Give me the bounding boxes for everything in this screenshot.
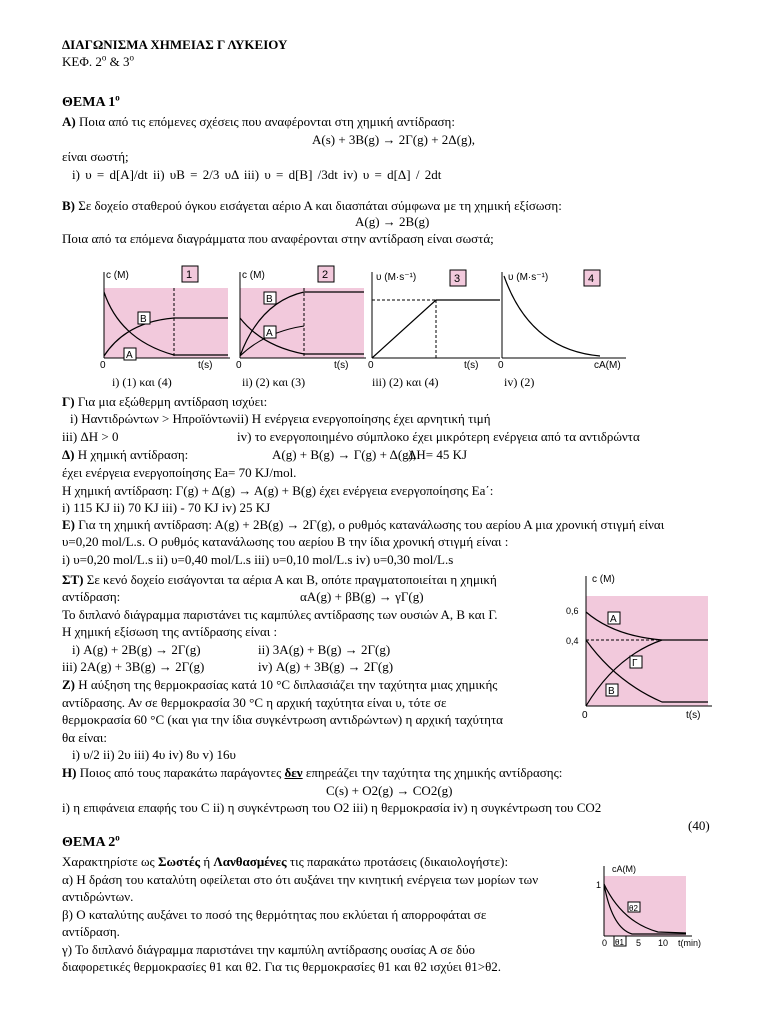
thema2-c-line2: διαφορετικές θερμοκρασίες θ1 και θ2. Για τις θερμοκρασίες θ1 και θ2 ισχύει θ1>θ2.	[62, 959, 502, 974]
question-b: Β) Σε δοχείο σταθερού όγκου εισάγεται αέριο Α και διασπάται σύμφωνα με τη χημική εξίσωση:	[62, 198, 562, 213]
choice-iv: iv) (2)	[504, 375, 535, 389]
question-a: Α) Ποια από τις επόμενες σχέσεις που αναφέρονται στη χημική αντίδραση:	[62, 114, 455, 129]
question-st-text3: Το διπλανό διάγραμμα παριστάνει τις καμπύλες αντίδρασης των ουσιών Α, Β και Γ.	[62, 607, 498, 622]
st-graph-label-a: A	[610, 614, 617, 625]
question-st-option-3: iii) 2Α(g) + 3B(g) → 2Γ(g)	[62, 659, 205, 674]
question-z-options: i) υ/2 ii) 2υ iii) 4υ iv) 8υ v) 16υ	[72, 747, 236, 762]
thema2-b-line1: β) Ο καταλύτης αυξάνει το ποσό της θερμότητας που εκλύεται ή απορροφάται σε	[62, 907, 487, 922]
question-st-option-1: i) Α(g) + 2B(g) → 2Γ(g)	[72, 642, 201, 657]
thema2-temperature-graph	[592, 862, 710, 948]
graph-3-ylabel: υ (M·s⁻¹)	[376, 272, 417, 283]
st-graph-origin: 0	[582, 710, 588, 721]
question-b-equation: Α(g) → 2B(g)	[355, 214, 430, 229]
st-graph-tick-06: 0,6	[566, 606, 579, 616]
question-z-line4: θα είναι:	[62, 730, 108, 745]
graph-1-label-b: B	[140, 314, 147, 325]
choice-i: i) (1) και (4)	[112, 375, 172, 389]
question-h-options: i) η επιφάνεια επαφής του C ii) η συγκέντρωση του O2 iii) η θερμοκρασία iv) η συγκέντρωση του CO2	[62, 800, 602, 815]
question-st: ΣΤ) Σε κενό δοχείο εισάγονται τα αέρια Α και Β, οπότε πραγματοποιείται η χημική	[62, 572, 497, 587]
t2-graph-xlabel: t(min)	[678, 938, 701, 948]
question-e-options: i) υ=0,20 mol/L.s ii) υ=0,40 mol/L.s iii) υ=0,10 mol/L.s iv) υ=0,30 mol/L.s	[62, 552, 454, 567]
graph-2-origin: 0	[236, 360, 242, 371]
question-st-option-4: iv) Α(g) + 3B(g) → 2Γ(g)	[258, 659, 394, 674]
question-d-text2: έχει ενέργεια ενεργοποίησης Εa= 70 KJ/mol.	[62, 465, 297, 480]
t2-graph-tick-1: 1	[596, 880, 602, 890]
question-b-text2: Ποια από τα επόμενα διαγράμματα που αναφέρονται στην αντίδραση είναι σωστά;	[62, 231, 494, 246]
t2-graph-theta2: θ2	[629, 904, 638, 913]
thema2-b-line2: αντίδραση.	[62, 924, 120, 939]
question-e-text2: υ=0,20 mol/L.s. Ο ρυθμός κατανάλωσης του αερίου Β την ίδια χρονική στιγμή είναι :	[62, 534, 509, 549]
graph-1	[100, 266, 230, 371]
graph-4	[498, 270, 626, 371]
question-st-text4: Η χημική εξίσωση της αντίδρασης είναι :	[62, 624, 278, 639]
graph-4-xlabel: cA(M)	[594, 360, 621, 371]
graph-3-origin: 0	[368, 360, 374, 371]
t2-graph-ylabel: cA(M)	[612, 864, 636, 874]
graph-4-ylabel: υ (M·s⁻¹)	[508, 272, 549, 283]
graph-2-number: 2	[322, 269, 329, 281]
question-d-equation: Α(g) + B(g) → Γ(g) + Δ(g),	[272, 447, 417, 462]
question-st-equation: αΑ(g) + βB(g) → γΓ(g)	[300, 589, 424, 604]
graph-4-origin: 0	[498, 360, 504, 371]
question-e: Ε) Για τη χημική αντίδραση: Α(g) + 2B(g) → 2Γ(g), ο ρυθμός κατανάλωσης του αερίου Α μια χρονική στιγμή είναι	[62, 517, 665, 532]
question-d: Δ) Η χημική αντίδραση:	[62, 447, 189, 462]
question-z: Ζ) Η αύξηση της θερμοκρασίας κατά 10 °C διπλασιάζει την ταχύτητα μιας χημικής	[62, 677, 498, 692]
st-graph-label-b: B	[608, 686, 615, 697]
question-d-options: i) 115 KJ ii) 70 KJ iii) - 70 KJ iv) 25 KJ	[62, 500, 271, 515]
graph-2-label-b: B	[266, 294, 273, 305]
st-concentration-graph	[566, 572, 714, 726]
choice-ii: ii) (2) και (3)	[242, 375, 306, 389]
t2-graph-tick-10: 10	[658, 938, 669, 948]
thema1-points: (40)	[688, 818, 710, 833]
thema2-heading: ΘΕΜΑ $2^o$	[62, 832, 120, 850]
chapter-line: ΚΕΦ. $2^o$ & $3^o$	[62, 52, 134, 69]
thema2-intro: Χαρακτηρίστε ως Σωστές ή Λανθασμένες τις παρακάτω προτάσεις (δικαιολογήστε):	[62, 854, 509, 869]
graph-1-label-a: A	[126, 350, 133, 361]
graph-1-origin: 0	[100, 360, 106, 371]
exam-title: ΔΙΑΓΩΝΙΣΜΑ ΧΗΜΕΙΑΣ Γ ΛΥΚΕΙΟΥ	[62, 37, 288, 52]
st-graph-label-g: Γ	[632, 658, 638, 669]
thema2-a-line1: α) Η δράση του καταλύτη οφείλεται στο ότι αυξάνει την κινητική ενέργεια των μορίων των	[62, 872, 539, 887]
question-d-text3: Η χημική αντίδραση: Γ(g) + Δ(g) → Α(g) + B(g) έχει ενέργεια ενεργοποίησης Εa΄:	[62, 483, 494, 498]
graph-3-xlabel: t(s)	[464, 360, 479, 371]
question-g-option-2: ii) Η ενέργεια ενεργοποίησης έχει αρνητική τιμή	[237, 411, 491, 426]
t2-graph-theta1: θ1	[615, 938, 624, 947]
thema1-heading: ΘΕΜΑ $1^o$	[62, 92, 120, 110]
graph-2	[236, 266, 366, 371]
question-st-option-2: ii) 3Α(g) + B(g) → 2Γ(g)	[258, 642, 391, 657]
graph-4-number: 4	[588, 273, 595, 285]
st-graph-tick-04: 0,4	[566, 636, 579, 646]
st-graph-xlabel: t(s)	[686, 710, 701, 721]
t2-graph-tick-5: 5	[636, 938, 642, 948]
question-g: Γ) Για μια εξώθερμη αντίδραση ισχύει:	[62, 394, 268, 409]
question-g-option-4: iv) το ενεργοποιημένο σύμπλοκο έχει μικρότερη ενέργεια από τα αντιδρώντα	[237, 429, 640, 444]
graph-2-xlabel: t(s)	[334, 360, 349, 371]
question-h-equation: C(s) + O2(g) → CO2(g)	[326, 783, 453, 798]
reaction-graphs	[90, 262, 630, 390]
question-g-option-1: i) Hαντιδρώντων > Hπροϊόντων	[70, 411, 238, 426]
question-a-text2: είναι σωστή;	[62, 149, 129, 164]
choice-iii: iii) (2) και (4)	[372, 375, 439, 389]
graph-3	[368, 270, 500, 371]
graph-3-number: 3	[454, 273, 461, 285]
graph-1-ylabel: c (M)	[106, 270, 129, 281]
question-z-line2: αντίδρασης. Αν σε θερμοκρασία 30 °C η αρχική ταχύτητα είναι υ, τότε σε	[62, 695, 447, 710]
thema2-c-line1: γ) Το διπλανό διάγραμμα παριστάνει την καμπύλη αντίδρασης ουσίας Α σε δύο	[62, 942, 476, 957]
question-st-text2: αντίδραση:	[62, 589, 121, 604]
question-g-option-3: iii) ΔH > 0	[62, 429, 119, 444]
question-z-line3: θερμοκρασία 60 °C (και για την ίδια συγκέντρωση αντιδρώντων) η αρχική ταχύτητα	[62, 712, 503, 727]
graph-2-label-a: A	[266, 328, 273, 339]
question-d-enthalpy: ΔΗ= 45 KJ	[408, 447, 468, 462]
graph-1-number: 1	[186, 269, 193, 281]
t2-graph-origin: 0	[602, 938, 608, 948]
question-a-equation: Α(s) + 3B(g) → 2Γ(g) + 2Δ(g),	[312, 132, 476, 147]
st-graph-ylabel: c (M)	[592, 574, 615, 585]
thema2-a-line2: αντιδρώντων.	[62, 889, 134, 904]
question-a-options: i) υ = d[A]/dt ii) υB = 2/3 υΔ iii) υ = d[B] /3dt iv) υ = d[Δ] / 2dt	[72, 167, 442, 182]
graph-1-xlabel: t(s)	[198, 360, 213, 371]
graph-2-ylabel: c (M)	[242, 270, 265, 281]
question-h: Η) Ποιος από τους παρακάτω παράγοντες δεν επηρεάζει την ταχύτητα της χημικής αντίδρασης:	[62, 765, 563, 780]
